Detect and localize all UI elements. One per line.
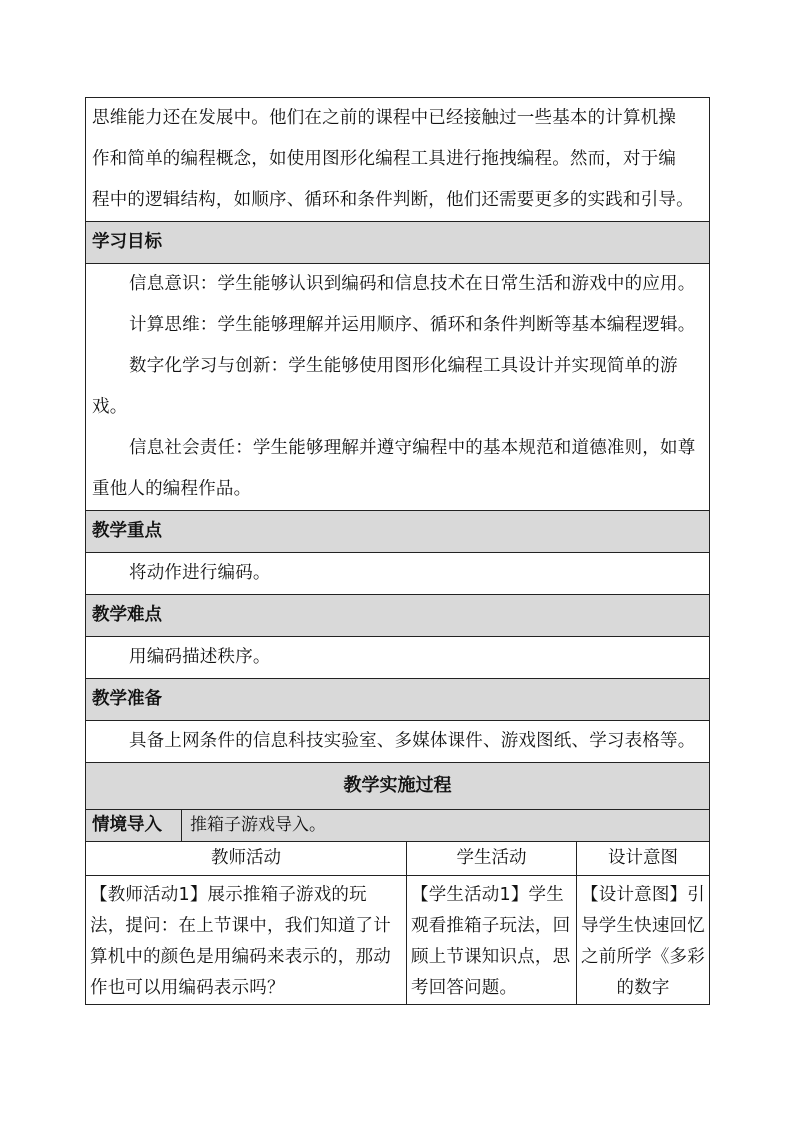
teacher-activity-header: 教师活动: [86, 842, 407, 876]
preparation-row: [86, 721, 710, 763]
preparation-heading-row: [86, 679, 710, 721]
design-intent-header: 设计意图: [577, 842, 710, 876]
learning-goals-heading-row: [86, 222, 710, 264]
activity-header-row: [86, 842, 710, 876]
goal-item: 计算思维：学生能够理解并运用顺序、循环和条件判断等基本编程逻辑。: [129, 315, 696, 335]
key-points-text: 将动作进行编码。: [129, 563, 271, 583]
key-points-heading: 教学重点: [86, 511, 710, 553]
difficulties-cell: [86, 637, 710, 679]
process-heading: 教学实施过程: [86, 763, 710, 810]
learning-goals-heading: 学习目标: [86, 222, 710, 264]
student-activity-cell: 【学生活动1】学生观看推箱子玩法，回顾上节课知识点，思考回答问题。: [407, 876, 577, 1005]
activity-row: [86, 876, 710, 1005]
student-activity-header: 学生活动: [407, 842, 577, 876]
intro-row: [86, 810, 710, 842]
background-line: 作和简单的编程概念，如使用图形化编程工具进行拖拽编程。然而，对于编: [92, 149, 677, 169]
intro-text: 推箱子游戏导入。: [182, 810, 710, 842]
learning-goals-cell: [86, 264, 710, 511]
design-intent-cell: 【设计意图】引导学生快速回忆之前所学《多彩的数字: [577, 876, 710, 1005]
background-row: [86, 98, 710, 222]
preparation-cell: [86, 721, 710, 763]
key-points-cell: [86, 553, 710, 595]
preparation-heading: 教学准备: [86, 679, 710, 721]
background-line: 程中的逻辑结构，如顺序、循环和条件判断，他们还需要更多的实践和引导。: [92, 190, 694, 210]
key-points-row: [86, 553, 710, 595]
difficulties-heading: 教学难点: [86, 595, 710, 637]
teacher-activity-cell: 【教师活动1】展示推箱子游戏的玩法，提问：在上节课中，我们知道了计算机中的颜色是用编码来表示的，那动作也可以用编码表示吗？: [86, 876, 407, 1005]
key-points-heading-row: [86, 511, 710, 553]
difficulties-heading-row: [86, 595, 710, 637]
goal-item: 信息社会责任：学生能够理解并遵守编程中的基本规范和道德准则，如尊重他人的编程作品。: [92, 438, 696, 499]
lesson-plan-page: [85, 97, 709, 1005]
background-cell: [86, 98, 710, 222]
lesson-plan-table: [85, 97, 710, 1005]
process-heading-row: [86, 763, 710, 810]
difficulties-text: 用编码描述秩序。: [129, 647, 271, 667]
difficulties-row: [86, 637, 710, 679]
learning-goals-row: [86, 264, 710, 511]
goal-item: 数字化学习与创新：学生能够使用图形化编程工具设计并实现简单的游戏。: [92, 356, 678, 417]
intro-label: 情境导入: [86, 810, 182, 842]
preparation-text: 具备上网条件的信息科技实验室、多媒体课件、游戏图纸、学习表格等。: [129, 731, 696, 751]
background-line: 思维能力还在发展中。他们在之前的课程中已经接触过一些基本的计算机操: [92, 108, 677, 128]
goal-item: 信息意识：学生能够认识到编码和信息技术在日常生活和游戏中的应用。: [129, 274, 696, 294]
